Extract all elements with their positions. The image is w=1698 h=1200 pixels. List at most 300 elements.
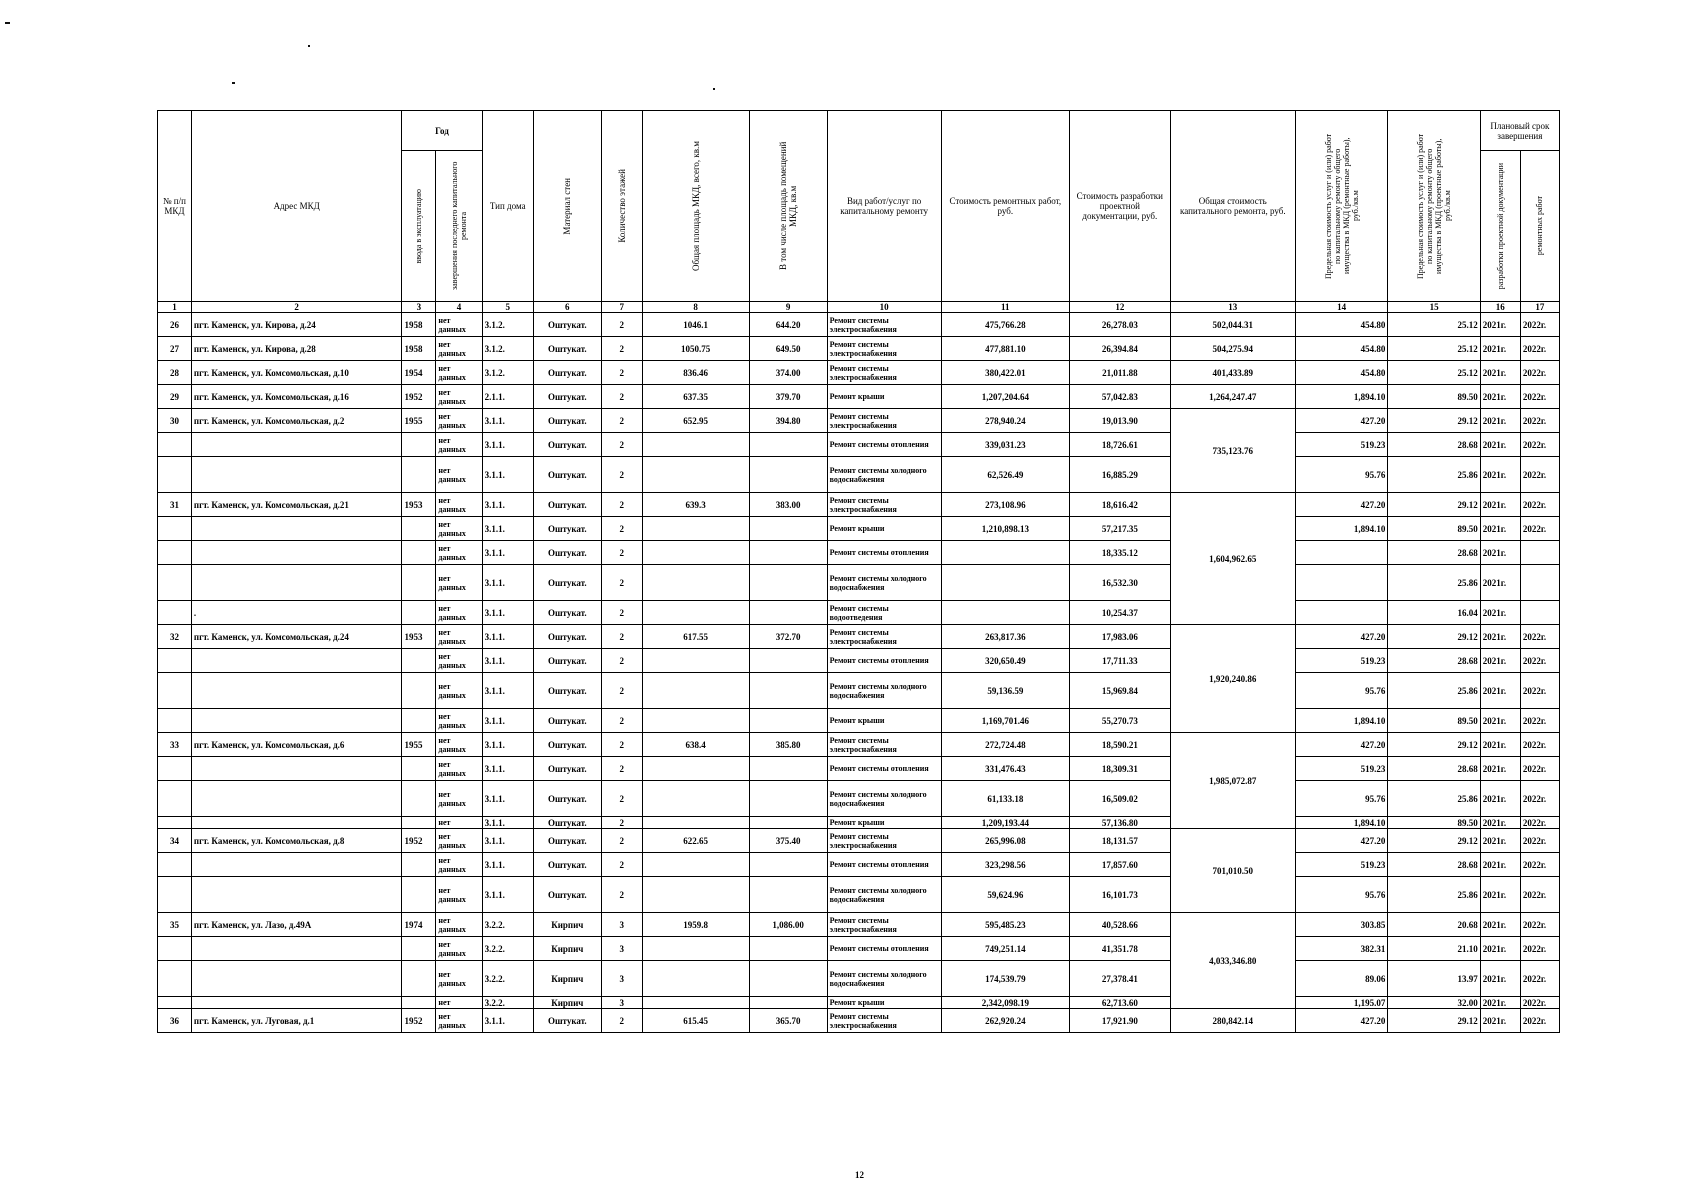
material-cell: Оштукат. [533, 457, 601, 493]
material-cell: Кирпич [533, 913, 601, 937]
table-row [158, 1009, 1560, 1033]
column-number: 4 [436, 302, 482, 313]
repair-cost-cell [941, 565, 1069, 601]
deadline-design-cell: 2021г. [1480, 757, 1520, 781]
design-cost-cell: 21,011.88 [1070, 361, 1171, 385]
repair-cost-cell: 1,207,204.64 [941, 385, 1069, 409]
deadline-works-cell [1520, 601, 1559, 625]
column-number-row [158, 302, 1560, 313]
deadline-design-cell: 2021г. [1480, 877, 1520, 913]
last-repair-cell: нет данных [436, 961, 482, 997]
premises-area-cell [749, 757, 827, 781]
deadline-design-cell: 2021г. [1480, 385, 1520, 409]
limit-repair-cell: 1,894.10 [1295, 709, 1387, 733]
limit-repair-cell: 95.76 [1295, 457, 1387, 493]
column-number: 12 [1070, 302, 1171, 313]
material-cell: Оштукат. [533, 517, 601, 541]
house-type-cell: 3.1.1. [482, 817, 533, 829]
year-cell: 1958 [402, 337, 436, 361]
last-repair-cell: нет данных [436, 781, 482, 817]
header-address: Адрес МКД [191, 111, 402, 302]
row-number [158, 649, 192, 673]
floors-cell: 2 [601, 625, 642, 649]
row-number [158, 877, 192, 913]
year-cell: 1952 [402, 829, 436, 853]
deadline-works-cell: 2022г. [1520, 817, 1559, 829]
total-area-cell [642, 649, 749, 673]
premises-area-cell [749, 433, 827, 457]
floors-cell: 2 [601, 673, 642, 709]
address-cell: пгт. Каменск, ул. Комсомольская, д.6 [191, 733, 402, 757]
table-row [158, 457, 1560, 493]
scan-speck [5, 22, 10, 24]
address-cell [191, 565, 402, 601]
work-type-cell: Ремонт системы электроснабжения [827, 733, 941, 757]
repair-cost-cell: 262,920.24 [941, 1009, 1069, 1033]
work-type-cell: Ремонт системы электроснабжения [827, 313, 941, 337]
design-cost-cell: 19,013.90 [1070, 409, 1171, 433]
address-cell: пгт. Каменск, ул. Комсомольская, д.8 [191, 829, 402, 853]
floors-cell: 2 [601, 757, 642, 781]
table-row [158, 337, 1560, 361]
repair-cost-cell: 339,031.23 [941, 433, 1069, 457]
premises-area-cell [749, 853, 827, 877]
row-number: 34 [158, 829, 192, 853]
limit-design-cell: 28.68 [1388, 541, 1480, 565]
table-row [158, 937, 1560, 961]
deadline-design-cell: 2021г. [1480, 649, 1520, 673]
deadline-design-cell: 2021г. [1480, 361, 1520, 385]
limit-design-cell: 28.68 [1388, 853, 1480, 877]
header-premises-area: В том числе площадь помещений МКД, кв.м [749, 111, 827, 302]
year-cell [402, 709, 436, 733]
limit-design-cell: 28.68 [1388, 433, 1480, 457]
deadline-design-cell: 2021г. [1480, 1009, 1520, 1033]
address-cell [191, 961, 402, 997]
deadline-works-cell: 2022г. [1520, 457, 1559, 493]
work-type-cell: Ремонт системы электроснабжения [827, 409, 941, 433]
year-cell [402, 817, 436, 829]
address-cell [191, 877, 402, 913]
limit-design-cell: 29.12 [1388, 829, 1480, 853]
material-cell: Оштукат. [533, 709, 601, 733]
repair-cost-cell: 477,881.10 [941, 337, 1069, 361]
row-number [158, 817, 192, 829]
table-row [158, 493, 1560, 517]
deadline-design-cell: 2021г. [1480, 313, 1520, 337]
repair-cost-cell: 320,650.49 [941, 649, 1069, 673]
house-type-cell: 3.2.2. [482, 913, 533, 937]
floors-cell: 2 [601, 337, 642, 361]
floors-cell: 2 [601, 709, 642, 733]
deadline-works-cell: 2022г. [1520, 385, 1559, 409]
deadline-works-cell: 2022г. [1520, 649, 1559, 673]
year-cell [402, 877, 436, 913]
deadline-design-cell: 2021г. [1480, 961, 1520, 997]
table-row [158, 409, 1560, 433]
premises-area-cell [749, 601, 827, 625]
column-number: 2 [191, 302, 402, 313]
limit-repair-cell: 382.31 [1295, 937, 1387, 961]
row-number [158, 601, 192, 625]
material-cell: Оштукат. [533, 733, 601, 757]
design-cost-cell: 57,042.83 [1070, 385, 1171, 409]
material-cell: Оштукат. [533, 817, 601, 829]
repair-cost-cell: 263,817.36 [941, 625, 1069, 649]
table-header [158, 111, 1560, 313]
limit-repair-cell: 1,195.07 [1295, 997, 1387, 1009]
deadline-design-cell: 2021г. [1480, 853, 1520, 877]
last-repair-cell: нет [436, 817, 482, 829]
address-cell: пгт. Каменск, ул. Комсомольская, д.24 [191, 625, 402, 649]
deadline-works-cell [1520, 565, 1559, 601]
year-cell [402, 457, 436, 493]
design-cost-cell: 26,278.03 [1070, 313, 1171, 337]
column-number: 15 [1388, 302, 1480, 313]
table-row [158, 913, 1560, 937]
floors-cell: 2 [601, 853, 642, 877]
limit-design-cell: 89.50 [1388, 385, 1480, 409]
last-repair-cell: нет данных [436, 601, 482, 625]
header-wall-material: Материал стен [533, 111, 601, 302]
work-type-cell: Ремонт системы электроснабжения [827, 913, 941, 937]
premises-area-cell [749, 457, 827, 493]
year-cell: 1955 [402, 409, 436, 433]
material-cell: Оштукат. [533, 877, 601, 913]
total-cost-cell: 1,264,247.47 [1170, 385, 1295, 409]
column-number: 7 [601, 302, 642, 313]
repair-cost-cell [941, 601, 1069, 625]
deadline-design-cell: 2021г. [1480, 409, 1520, 433]
limit-repair-cell: 519.23 [1295, 649, 1387, 673]
design-cost-cell: 18,335.12 [1070, 541, 1171, 565]
premises-area-cell: 375.40 [749, 829, 827, 853]
floors-cell: 2 [601, 493, 642, 517]
year-cell: 1953 [402, 493, 436, 517]
last-repair-cell: нет данных [436, 409, 482, 433]
table-row [158, 601, 1560, 625]
limit-design-cell: 29.12 [1388, 493, 1480, 517]
floors-cell: 2 [601, 817, 642, 829]
deadline-works-cell: 2022г. [1520, 997, 1559, 1009]
total-area-cell [642, 601, 749, 625]
address-cell: пгт. Каменск, ул. Лазо, д.49А [191, 913, 402, 937]
limit-design-cell: 25.12 [1388, 337, 1480, 361]
deadline-design-cell: 2021г. [1480, 517, 1520, 541]
limit-repair-cell: 1,894.10 [1295, 517, 1387, 541]
limit-repair-cell: 89.06 [1295, 961, 1387, 997]
year-cell [402, 673, 436, 709]
premises-area-cell: 385.80 [749, 733, 827, 757]
repair-cost-cell: 62,526.49 [941, 457, 1069, 493]
total-area-cell: 1050.75 [642, 337, 749, 361]
year-cell: 1958 [402, 313, 436, 337]
repair-cost-cell: 1,210,898.13 [941, 517, 1069, 541]
header-year-last-repair: завершения последнего капитального ремонта [436, 151, 482, 302]
material-cell: Оштукат. [533, 409, 601, 433]
design-cost-cell: 26,394.84 [1070, 337, 1171, 361]
work-type-cell: Ремонт системы отопления [827, 937, 941, 961]
work-type-cell: Ремонт системы холодного водоснабжения [827, 565, 941, 601]
year-cell: 1954 [402, 361, 436, 385]
floors-cell: 2 [601, 409, 642, 433]
premises-area-cell [749, 997, 827, 1009]
total-area-cell: 615.45 [642, 1009, 749, 1033]
deadline-works-cell: 2022г. [1520, 517, 1559, 541]
table-row [158, 649, 1560, 673]
address-cell [191, 517, 402, 541]
material-cell: Оштукат. [533, 313, 601, 337]
floors-cell: 3 [601, 997, 642, 1009]
total-area-cell: 637.35 [642, 385, 749, 409]
deadline-design-cell: 2021г. [1480, 733, 1520, 757]
floors-cell: 2 [601, 829, 642, 853]
work-type-cell: Ремонт системы отопления [827, 853, 941, 877]
total-area-cell [642, 457, 749, 493]
year-cell [402, 997, 436, 1009]
work-type-cell: Ремонт системы электроснабжения [827, 361, 941, 385]
header-deadline-group: Плановый срок завершения [1480, 111, 1559, 151]
total-area-cell [642, 877, 749, 913]
deadline-works-cell: 2022г. [1520, 625, 1559, 649]
work-type-cell: Ремонт системы электроснабжения [827, 337, 941, 361]
last-repair-cell: нет данных [436, 877, 482, 913]
house-type-cell: 3.2.2. [482, 937, 533, 961]
row-number: 29 [158, 385, 192, 409]
row-number: 33 [158, 733, 192, 757]
total-cost-cell: 1,604,962.65 [1170, 493, 1295, 625]
house-type-cell: 3.2.2. [482, 961, 533, 997]
total-area-cell [642, 517, 749, 541]
premises-area-cell: 383.00 [749, 493, 827, 517]
repair-cost-cell: 174,539.79 [941, 961, 1069, 997]
total-area-cell [642, 673, 749, 709]
total-area-cell [642, 433, 749, 457]
limit-design-cell: 25.12 [1388, 313, 1480, 337]
capital-repair-table [157, 110, 1560, 1033]
deadline-design-cell: 2021г. [1480, 541, 1520, 565]
design-cost-cell: 10,254.37 [1070, 601, 1171, 625]
year-cell [402, 601, 436, 625]
total-area-cell: 1046.1 [642, 313, 749, 337]
column-number: 6 [533, 302, 601, 313]
limit-design-cell: 25.86 [1388, 565, 1480, 601]
row-number [158, 517, 192, 541]
deadline-design-cell: 2021г. [1480, 913, 1520, 937]
address-cell [191, 937, 402, 961]
premises-area-cell: 372.70 [749, 625, 827, 649]
limit-repair-cell: 427.20 [1295, 409, 1387, 433]
scan-speck [232, 82, 235, 84]
header-deadline-design: разработки проектной документации [1480, 151, 1520, 302]
limit-design-cell: 89.50 [1388, 517, 1480, 541]
total-area-cell [642, 961, 749, 997]
table-row [158, 817, 1560, 829]
house-type-cell: 3.1.1. [482, 673, 533, 709]
address-cell [191, 709, 402, 733]
premises-area-cell [749, 541, 827, 565]
repair-cost-cell: 2,342,098.19 [941, 997, 1069, 1009]
year-cell [402, 433, 436, 457]
address-cell [191, 541, 402, 565]
premises-area-cell [749, 937, 827, 961]
house-type-cell: 3.1.1. [482, 409, 533, 433]
deadline-works-cell: 2022г. [1520, 853, 1559, 877]
deadline-works-cell: 2022г. [1520, 877, 1559, 913]
header-design-cost: Стоимость разработки проектной документации, руб. [1070, 111, 1171, 302]
total-area-cell [642, 709, 749, 733]
material-cell: Оштукат. [533, 565, 601, 601]
address-cell: пгт. Каменск, ул. Кирова, д.28 [191, 337, 402, 361]
material-cell: Оштукат. [533, 433, 601, 457]
total-cost-cell: 701,010.50 [1170, 829, 1295, 913]
work-type-cell: Ремонт системы холодного водоснабжения [827, 961, 941, 997]
deadline-design-cell: 2021г. [1480, 829, 1520, 853]
repair-cost-cell: 749,251.14 [941, 937, 1069, 961]
total-area-cell: 622.65 [642, 829, 749, 853]
work-type-cell: Ремонт системы отопления [827, 433, 941, 457]
deadline-works-cell: 2022г. [1520, 673, 1559, 709]
work-type-cell: Ремонт системы холодного водоснабжения [827, 457, 941, 493]
work-type-cell: Ремонт системы отопления [827, 757, 941, 781]
address-cell [191, 673, 402, 709]
table-body [158, 313, 1560, 1033]
last-repair-cell: нет данных [436, 457, 482, 493]
limit-design-cell: 25.86 [1388, 673, 1480, 709]
address-cell: пгт. Каменск, ул. Комсомольская, д.10 [191, 361, 402, 385]
limit-repair-cell: 427.20 [1295, 493, 1387, 517]
house-type-cell: 3.1.1. [482, 601, 533, 625]
limit-design-cell: 32.00 [1388, 997, 1480, 1009]
header-house-type: Тип дома [482, 111, 533, 302]
column-number: 13 [1170, 302, 1295, 313]
deadline-works-cell: 2022г. [1520, 781, 1559, 817]
table-row [158, 433, 1560, 457]
row-number [158, 709, 192, 733]
year-cell [402, 961, 436, 997]
floors-cell: 2 [601, 313, 642, 337]
table-row [158, 541, 1560, 565]
floors-cell: 2 [601, 541, 642, 565]
total-area-cell [642, 565, 749, 601]
limit-repair-cell: 454.80 [1295, 337, 1387, 361]
year-cell: 1952 [402, 385, 436, 409]
limit-repair-cell [1295, 601, 1387, 625]
limit-repair-cell: 519.23 [1295, 853, 1387, 877]
premises-area-cell [749, 817, 827, 829]
floors-cell: 2 [601, 601, 642, 625]
last-repair-cell: нет данных [436, 733, 482, 757]
deadline-design-cell: 2021г. [1480, 937, 1520, 961]
table-row [158, 709, 1560, 733]
last-repair-cell: нет данных [436, 853, 482, 877]
limit-design-cell: 13.97 [1388, 961, 1480, 997]
house-type-cell: 3.1.1. [482, 877, 533, 913]
deadline-design-cell: 2021г. [1480, 625, 1520, 649]
deadline-works-cell: 2022г. [1520, 829, 1559, 853]
design-cost-cell: 41,351.78 [1070, 937, 1171, 961]
limit-design-cell: 89.50 [1388, 817, 1480, 829]
design-cost-cell: 55,270.73 [1070, 709, 1171, 733]
deadline-works-cell: 2022г. [1520, 493, 1559, 517]
floors-cell: 3 [601, 913, 642, 937]
total-cost-cell: 280,842.14 [1170, 1009, 1295, 1033]
table-row [158, 517, 1560, 541]
year-cell [402, 853, 436, 877]
header-limit-design: Предельная стоимость услуг и (или) работ по капитальному ремонту общего имущества в МКД (проектные работы), руб./кв.м [1388, 111, 1480, 302]
limit-design-cell: 21.10 [1388, 937, 1480, 961]
header-num: № п/п МКД [158, 111, 192, 302]
row-number: 27 [158, 337, 192, 361]
design-cost-cell: 18,616.42 [1070, 493, 1171, 517]
limit-repair-cell: 427.20 [1295, 625, 1387, 649]
row-number [158, 433, 192, 457]
deadline-design-cell: 2021г. [1480, 457, 1520, 493]
column-number: 10 [827, 302, 941, 313]
house-type-cell: 3.1.1. [482, 733, 533, 757]
row-number: 36 [158, 1009, 192, 1033]
row-number [158, 937, 192, 961]
limit-repair-cell: 427.20 [1295, 829, 1387, 853]
limit-design-cell: 29.12 [1388, 409, 1480, 433]
scan-speck [308, 45, 310, 47]
year-cell [402, 757, 436, 781]
table-row [158, 757, 1560, 781]
last-repair-cell: нет данных [436, 913, 482, 937]
repair-cost-cell: 475,766.28 [941, 313, 1069, 337]
total-cost-cell: 4,033,346.80 [1170, 913, 1295, 1009]
work-type-cell: Ремонт системы холодного водоснабжения [827, 781, 941, 817]
material-cell: Оштукат. [533, 601, 601, 625]
last-repair-cell: нет данных [436, 337, 482, 361]
work-type-cell: Ремонт крыши [827, 817, 941, 829]
deadline-works-cell: 2022г. [1520, 313, 1559, 337]
total-cost-cell: 1,920,240.86 [1170, 625, 1295, 733]
house-type-cell: 3.1.1. [482, 457, 533, 493]
last-repair-cell: нет [436, 997, 482, 1009]
premises-area-cell [749, 781, 827, 817]
floors-cell: 2 [601, 1009, 642, 1033]
total-area-cell [642, 997, 749, 1009]
work-type-cell: Ремонт системы электроснабжения [827, 1009, 941, 1033]
floors-cell: 2 [601, 733, 642, 757]
total-area-cell [642, 781, 749, 817]
deadline-design-cell: 2021г. [1480, 781, 1520, 817]
total-cost-cell: 504,275.94 [1170, 337, 1295, 361]
design-cost-cell: 17,983.06 [1070, 625, 1171, 649]
repair-cost-cell: 272,724.48 [941, 733, 1069, 757]
material-cell: Оштукат. [533, 781, 601, 817]
column-number: 8 [642, 302, 749, 313]
row-number: 32 [158, 625, 192, 649]
page-number: 12 [855, 1170, 864, 1180]
repair-cost-cell: 331,476.43 [941, 757, 1069, 781]
address-cell: пгт. Каменск, ул. Комсомольская, д.21 [191, 493, 402, 517]
design-cost-cell: 40,528.66 [1070, 913, 1171, 937]
house-type-cell: 3.1.1. [482, 709, 533, 733]
scan-speck [713, 88, 715, 90]
year-cell [402, 517, 436, 541]
house-type-cell: 3.1.1. [482, 493, 533, 517]
header-deadline-works: ремонтных работ [1520, 151, 1559, 302]
design-cost-cell: 57,217.35 [1070, 517, 1171, 541]
header-work-type: Вид работ/услуг по капитальному ремонту [827, 111, 941, 302]
column-number: 11 [941, 302, 1069, 313]
material-cell: Оштукат. [533, 853, 601, 877]
house-type-cell: 3.1.1. [482, 829, 533, 853]
address-cell [191, 649, 402, 673]
year-cell [402, 565, 436, 601]
